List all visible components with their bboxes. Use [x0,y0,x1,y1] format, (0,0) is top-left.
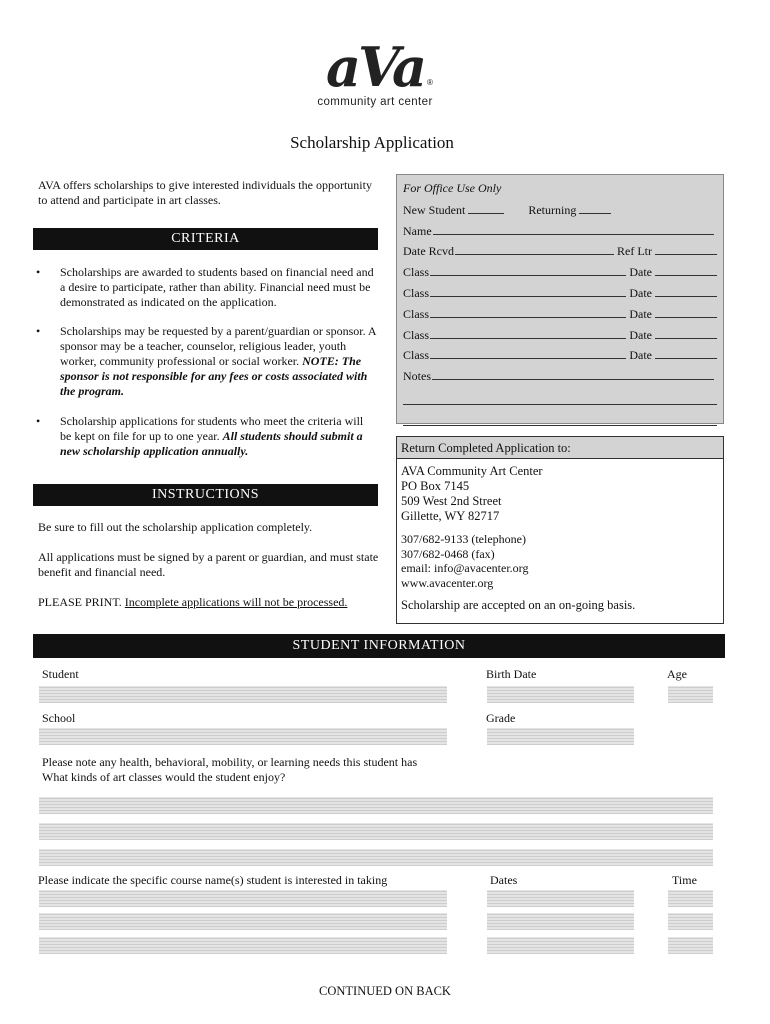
instruction-3 [38,595,383,610]
dates-field[interactable] [487,937,634,954]
time-field[interactable] [668,913,713,930]
class-label: Class [403,285,430,300]
class-label: Class [403,306,430,321]
date-label: Date [629,265,652,280]
class-line[interactable] [430,275,626,276]
intro-text: AVA offers scholarships to give interested individuals the opportunity to attend and participate in art classes. [38,178,372,207]
student-label: Student [42,667,79,681]
return-address-box [396,436,724,624]
list-item [36,265,376,310]
logo-mark: aVa [326,35,424,99]
website: www.avacenter.org [401,575,494,590]
street: 509 West 2nd Street [401,494,502,508]
student-info-heading: STUDENT INFORMATION [33,634,725,658]
office-row-date [403,239,717,260]
office-row-class [403,322,717,343]
page-title: Scholarship Application [290,133,454,152]
age-field[interactable] [668,686,713,703]
age-label: Age [667,667,687,681]
phone: 307/682-9133 (telephone) [401,532,526,546]
enjoy-field[interactable] [39,849,713,866]
student-name-field[interactable] [39,686,447,703]
time-field[interactable] [668,890,713,907]
ongoing-note: Scholarship are accepted on an on-going basis. [401,598,636,612]
grade-field[interactable] [487,728,634,745]
dates-field[interactable] [487,890,634,907]
date-line[interactable] [655,296,717,297]
criteria-note: All students should submit a new scholarship application annually. [60,429,363,458]
birth-date-label: Birth Date [486,667,537,681]
needs-prompt: Please note any health, behavioral, mobility, or learning needs this student has [42,755,418,769]
date-line[interactable] [655,317,717,318]
return-heading: Return Completed Application to: [397,437,723,459]
notes-label: Notes [403,369,431,384]
criteria-note: NOTE: The sponsor is not responsible for any fees or costs associated with the program. [60,354,368,398]
notes-line[interactable] [403,408,717,426]
office-row-class [403,259,717,280]
class-label: Class [403,348,430,363]
date-rcvd-line[interactable] [455,254,614,255]
bullet-icon: • [36,414,41,428]
birth-date-field[interactable] [487,686,634,703]
criteria-text: Scholarships may be requested by a parent/guardian or sponsor. A sponsor may be a teacher, counselor, religious leader, youth worker, community professional or social worker. [60,324,376,368]
return-address [397,459,723,613]
instructions-heading: INSTRUCTIONS [33,484,378,506]
date-line[interactable] [655,275,717,276]
bullet-icon: • [36,324,41,338]
bullet-icon: • [36,265,41,279]
enjoy-prompt: What kinds of art classes would the student enjoy? [42,770,286,784]
criteria-heading: CRITERIA [33,228,378,250]
office-row-class [403,343,717,364]
class-label: Class [403,327,430,342]
class-line[interactable] [430,296,626,297]
email: email: info@avacenter.org [401,561,529,575]
office-row-class [403,301,717,322]
office-row-notes [403,363,717,384]
class-label: Class [403,265,430,280]
course-field[interactable] [39,913,447,930]
course-field[interactable] [39,890,447,907]
needs-field[interactable] [39,823,713,840]
time-label: Time [672,873,697,887]
dates-field[interactable] [487,913,634,930]
needs-field[interactable] [39,797,713,814]
office-use-box [396,174,724,424]
date-line[interactable] [655,358,717,359]
school-field[interactable] [39,728,447,745]
new-student-line[interactable] [468,213,504,214]
date-label: Date [629,285,652,300]
please-print: PLEASE PRINT. [38,595,122,609]
name-label: Name [403,223,432,238]
continued-footer: CONTINUED ON BACK [319,984,451,998]
grade-label: Grade [486,711,516,725]
school-label: School [42,711,76,725]
fax: 307/682-0468 (fax) [401,546,495,561]
instruction-1: Be sure to fill out the scholarship application completely. [38,520,313,534]
ref-ltr-label: Ref Ltr [617,244,652,259]
incomplete-warning: Incomplete applications will not be processed. [124,595,348,609]
name-line[interactable] [433,234,714,235]
org-name: AVA Community Art Center [401,464,543,478]
time-field[interactable] [668,937,713,954]
list-item [36,324,376,399]
office-heading: For Office Use Only [403,181,502,195]
class-line[interactable] [430,317,626,318]
course-prompt: Please indicate the specific course name(s) student is interested in taking [38,873,388,887]
criteria-list [36,265,376,459]
class-line[interactable] [430,358,626,359]
office-row-class [403,280,717,301]
date-label: Date [629,348,652,363]
class-line[interactable] [430,338,626,339]
po-box: PO Box 7145 [401,479,470,493]
date-line[interactable] [655,338,717,339]
date-label: Date [629,306,652,321]
returning-line[interactable] [579,213,611,214]
office-row-status [403,197,717,218]
registered-mark: ® [427,78,433,87]
list-item [36,414,376,459]
instruction-2: All applications must be signed by a parent or guardian, and must state benefit and financial need. [38,550,379,579]
ref-ltr-line[interactable] [655,254,717,255]
new-student-label: New Student [403,202,466,217]
criteria-text: Scholarship applications for students who meet the criteria will be kept on file for up to one year. [60,414,364,443]
criteria-text: Scholarships are awarded to students based on financial need and a desire to participate, rather than ability. Financial need must be demonstrated as indicated on the application. [60,265,374,309]
dates-label: Dates [490,873,518,887]
ava-logo [300,35,450,108]
logo-subtitle: community art center [317,96,433,108]
date-label: Date [629,327,652,342]
notes-line[interactable] [403,387,717,405]
notes-line[interactable] [432,379,714,380]
returning-label: Returning [528,202,577,217]
office-row-name [403,218,717,239]
course-field[interactable] [39,937,447,954]
date-rcvd-label: Date Rcvd [403,244,454,259]
city: Gillette, WY 82717 [401,509,500,523]
